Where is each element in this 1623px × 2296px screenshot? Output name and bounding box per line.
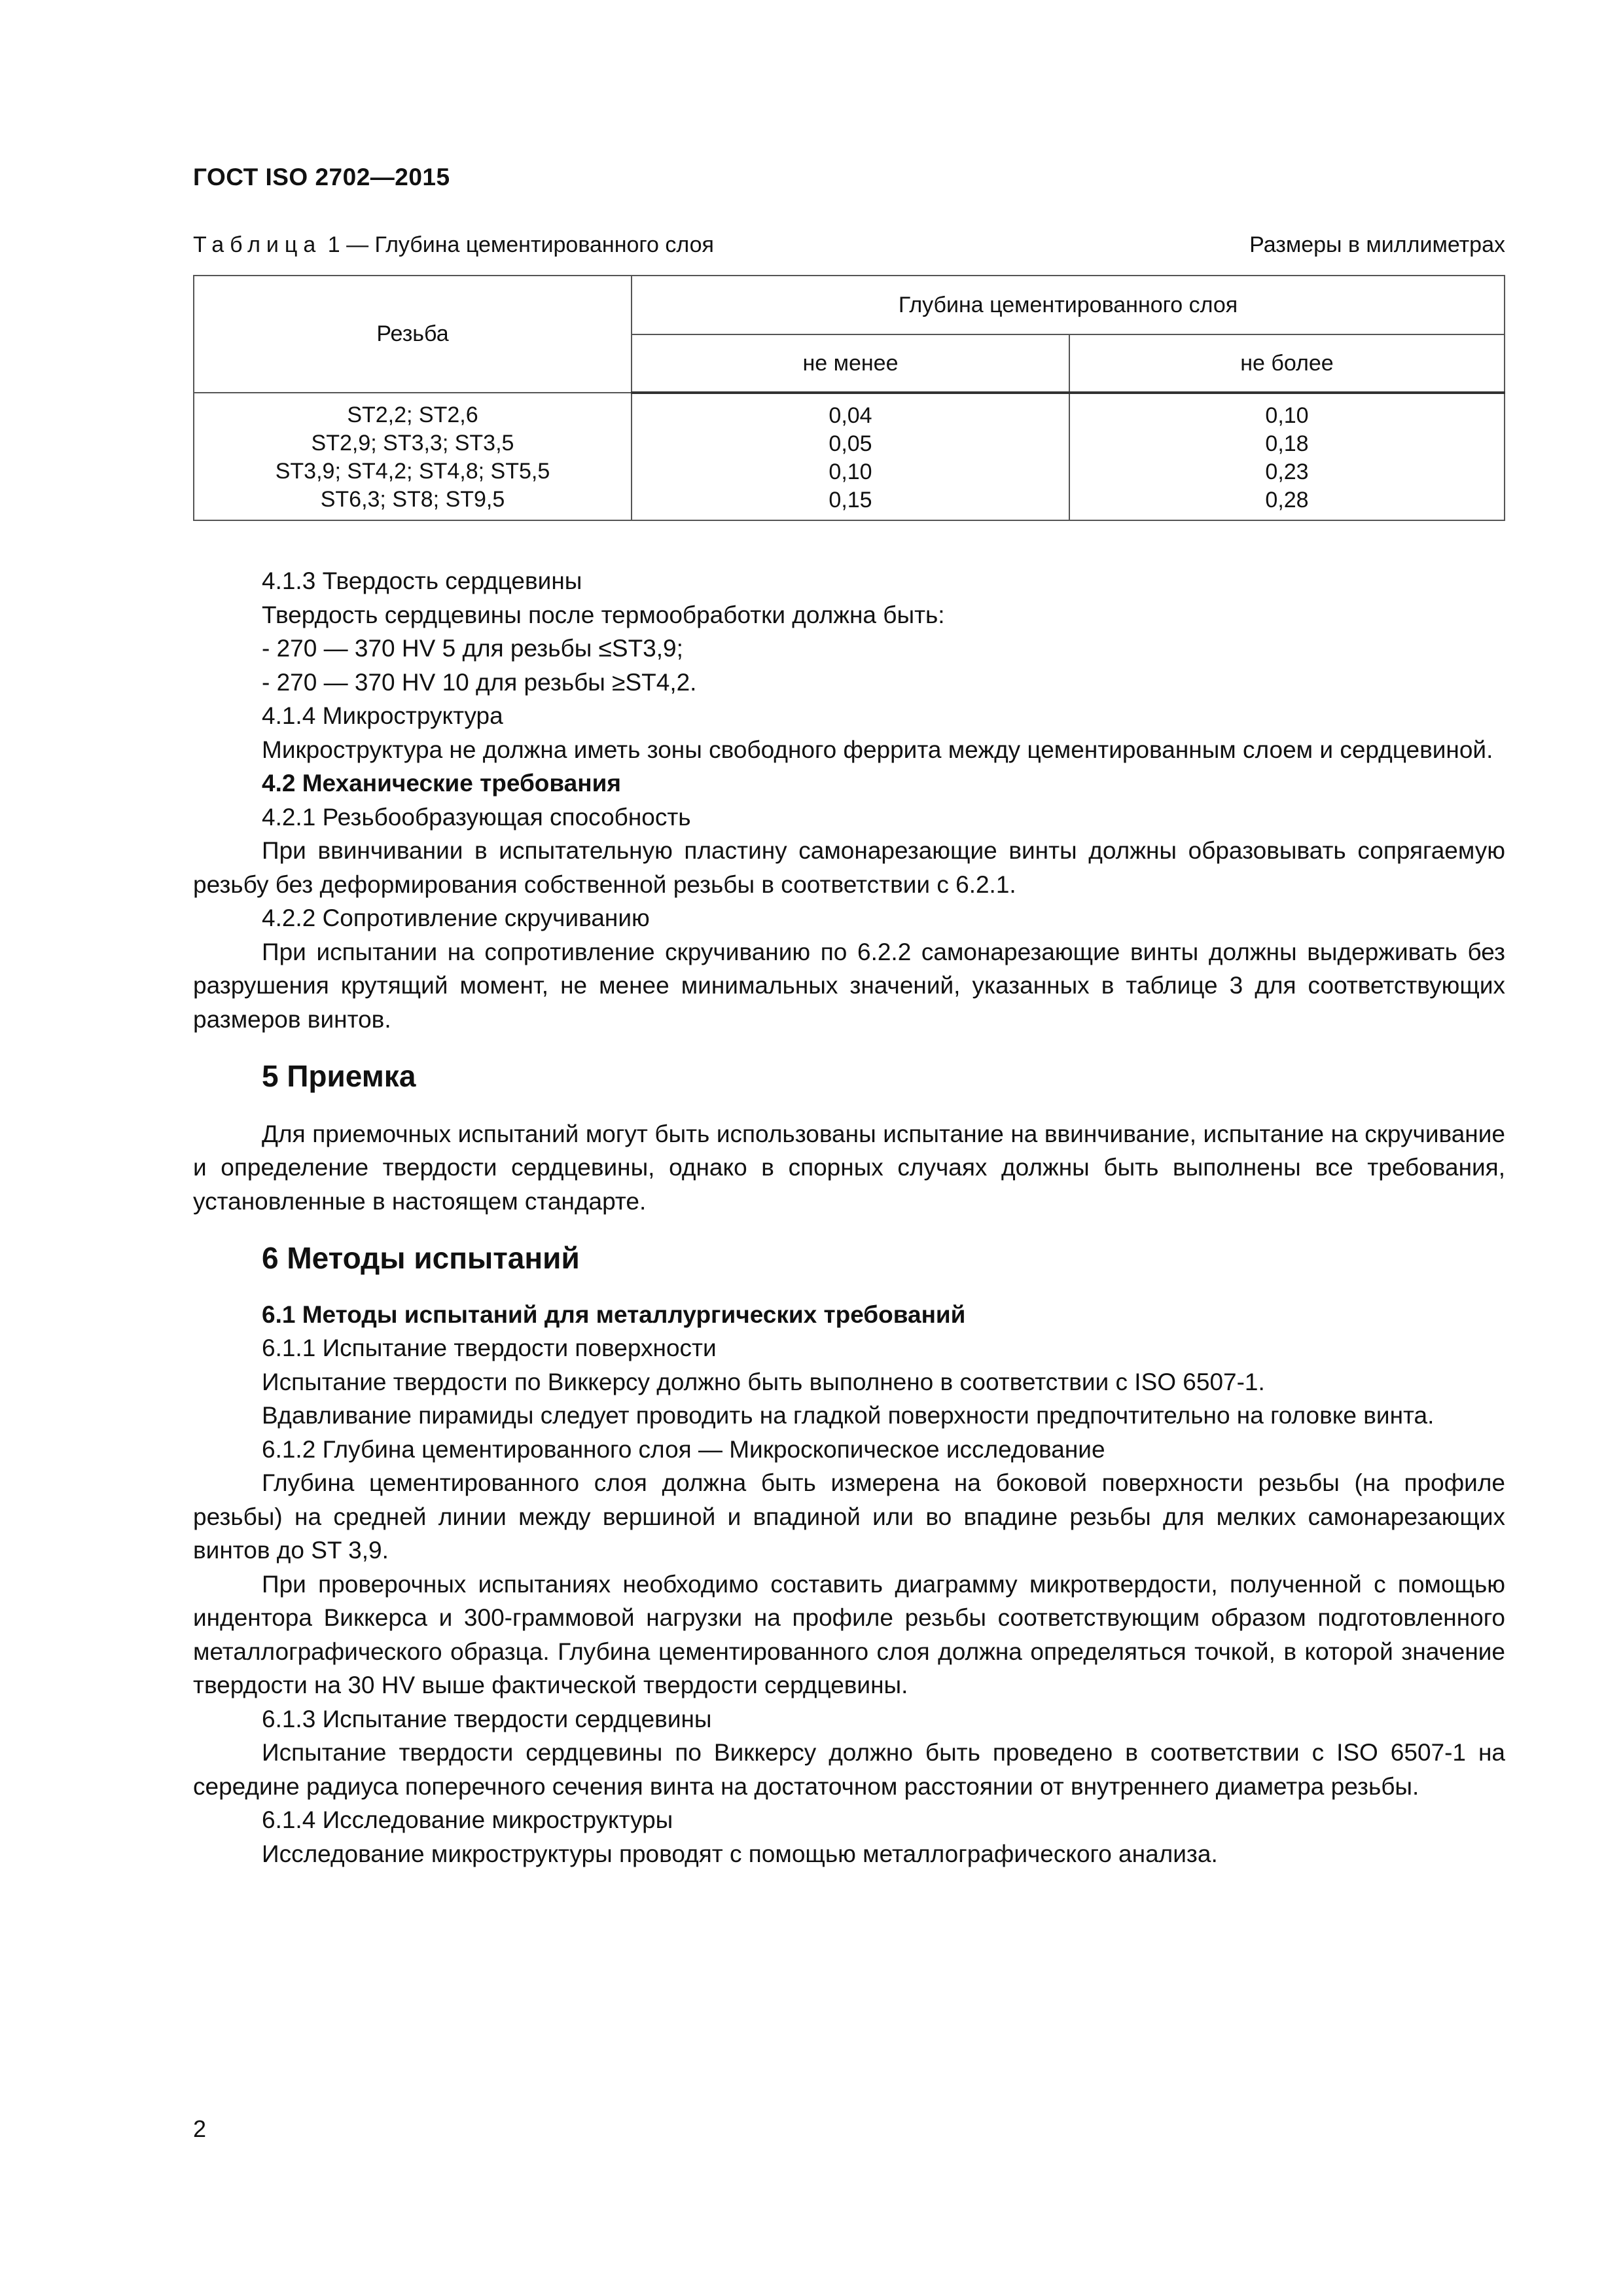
- table-units-note: Размеры в миллиметрах: [1249, 232, 1505, 257]
- table-row: [194, 393, 1505, 520]
- thread-cell: ST3,9; ST4,2; ST4,8; ST5,5: [275, 459, 550, 484]
- thread-column: [194, 393, 632, 520]
- table-caption-row: [193, 232, 1505, 258]
- clause-6-1-2-text-2: При проверочных испытаниях необходимо составить диаграмму микротвердости, полученной с помощью индентора Виккерса и 300-граммовой нагрузки на профиле резьбы соответствующим образом подготовленного металлографического образца. Глубина цементированного слоя должна определяться точкой, в которой значение твердости на 30 HV выше фактической твердости сердцевины.: [193, 1570, 1505, 1698]
- clause-4-1-3-text: Твердость сердцевины после термообработки должна быть:: [262, 601, 945, 628]
- table-caption-title: 1 — Глубина цементированного слоя: [321, 232, 714, 257]
- clause-6-1-2-title: 6.1.2 Глубина цементированного слоя — Микроскопическое исследование: [262, 1435, 1105, 1463]
- max-cell: 0,18: [1265, 431, 1309, 456]
- case-depth-table: [193, 275, 1505, 521]
- clause-4-1-4-text: Микроструктура не должна иметь зоны свободного феррита между цементированным слоем и сердцевиной.: [262, 736, 1493, 763]
- clause-4-2-1-title: 4.2.1 Резьбообразующая способность: [262, 803, 691, 831]
- clause-4-2-2-title: 4.2.2 Сопротивление скручиванию: [262, 905, 650, 931]
- header-min: не менее: [632, 334, 1069, 393]
- clause-6-1-2-text-1: Глубина цементированного слоя должна быть измерена на боковой поверхности резьбы (на профиле резьбы) на средней линии между вершиной и впадиной или во впадине резьбы для мелких самонарезающих винтов до ST 3,9.: [193, 1469, 1505, 1564]
- body-text: [193, 564, 1505, 1871]
- max-column: [1069, 393, 1505, 520]
- clause-4-1-4-title: 4.1.4 Микроструктура: [262, 702, 503, 729]
- clause-4-1-3-title: 4.1.3 Твердость сердцевины: [262, 567, 582, 594]
- clause-6-1-1-text-2: Вдавливание пирамиды следует проводить на гладкой поверхности предпочтительно на головке винта.: [262, 1402, 1435, 1429]
- section-6-1-heading: 6.1 Методы испытаний для металлургических требований: [262, 1300, 966, 1328]
- document-header: ГОСТ ISO 2702—2015: [193, 164, 450, 190]
- clause-6-1-3-text: Испытание твердости сердцевины по Виккерсу должно быть проведено в соответствии с ISO 6507-1 на середине радиуса поперечного сечения винта на достаточном расстоянии от внутреннего диаметра резьбы.: [193, 1739, 1505, 1800]
- max-cell: 0,10: [1265, 403, 1309, 428]
- max-cell: 0,23: [1265, 459, 1309, 484]
- min-cell: 0,04: [829, 403, 872, 428]
- clause-4-2-2-text: При испытании на сопротивление скручиванию по 6.2.2 самонарезающие винты должны выдерживать без разрушения крутящий момент, не менее минимальных значений, указанных в таблице 3 для соответствующих размеров винтов.: [193, 938, 1505, 1033]
- clause-6-1-3-title: 6.1.3 Испытание твердости сердцевины: [262, 1705, 712, 1732]
- min-cell: 0,05: [829, 431, 872, 456]
- clause-4-2-1-text: При ввинчивании в испытательную пластину самонарезающие винты должны образовывать сопрягаемую резьбу без деформирования собственной резьбы в соответствии с 6.2.1.: [193, 837, 1505, 898]
- section-4-2-heading: 4.2 Механические требования: [262, 770, 621, 797]
- section-5-text: Для приемочных испытаний могут быть использованы испытание на ввинчивание, испытание на скручивание и определение твердости сердцевины, однако в спорных случаях должны быть выполнены все требования, установленные в настоящем стандарте.: [193, 1120, 1505, 1215]
- clause-6-1-4-title: 6.1.4 Исследование микроструктуры: [262, 1806, 673, 1833]
- table-caption: [193, 232, 714, 258]
- thread-cell: ST6,3; ST8; ST9,5: [320, 487, 505, 512]
- clause-6-1-4-text: Исследование микроструктуры проводят с помощью металлографического анализа.: [262, 1840, 1218, 1867]
- max-cell: 0,28: [1265, 488, 1309, 512]
- table-caption-label: Таблица: [193, 232, 322, 257]
- section-6-heading: 6 Методы испытаний: [262, 1241, 580, 1275]
- header-max: не более: [1069, 334, 1505, 393]
- min-cell: 0,10: [829, 459, 872, 484]
- section-5-heading: 5 Приемка: [262, 1059, 416, 1093]
- clause-4-1-3-item-2: - 270 — 370 HV 10 для резьбы ≥ST4,2.: [262, 668, 697, 696]
- thread-cell: ST2,2; ST2,6: [347, 403, 478, 427]
- clause-4-1-3-item-1: - 270 — 370 HV 5 для резьбы ≤ST3,9;: [262, 635, 683, 662]
- clause-6-1-1-text-1: Испытание твердости по Виккерсу должно быть выполнено в соответствии с ISO 6507-1.: [262, 1368, 1265, 1395]
- header-case-depth: Глубина цементированного слоя: [632, 276, 1505, 334]
- clause-6-1-1-title: 6.1.1 Испытание твердости поверхности: [262, 1335, 717, 1361]
- min-column: [632, 393, 1069, 520]
- min-cell: 0,15: [829, 488, 872, 512]
- header-thread: Резьба: [194, 276, 632, 393]
- thread-cell: ST2,9; ST3,3; ST3,5: [311, 431, 514, 456]
- page-number: 2: [193, 2115, 207, 2142]
